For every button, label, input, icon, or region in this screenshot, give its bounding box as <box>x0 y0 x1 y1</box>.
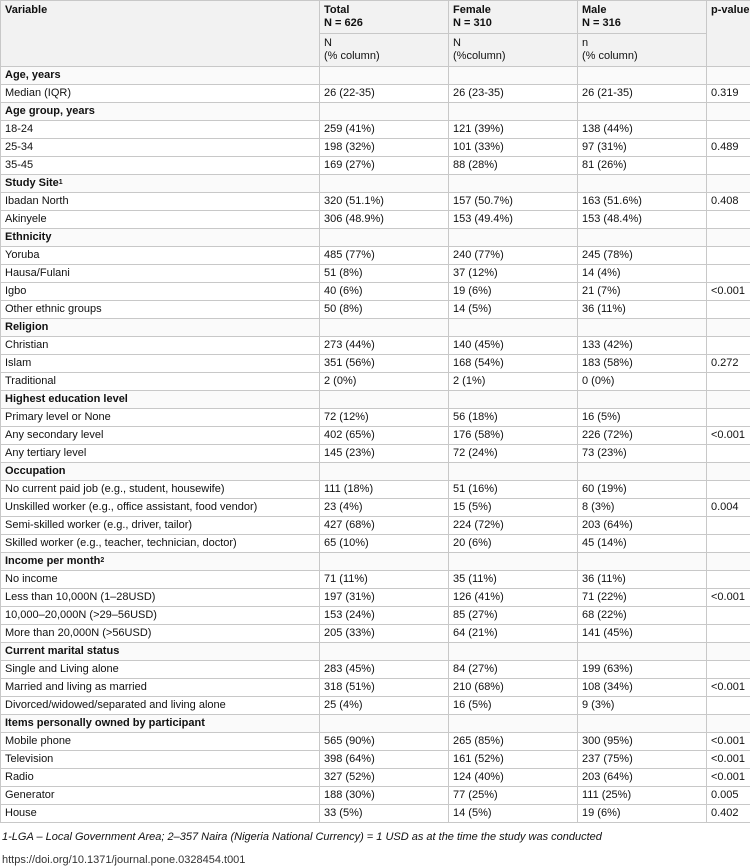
cell-pvalue: <0.001 <box>707 733 750 751</box>
header-total-sub <box>320 34 449 67</box>
header-female-n: N = 310 <box>453 17 492 29</box>
header-male <box>578 1 707 34</box>
cell-female: 124 (40%) <box>449 769 578 787</box>
cell-total: 40 (6%) <box>320 283 449 301</box>
section-row <box>1 175 750 193</box>
table-row <box>1 517 750 535</box>
empty-cell <box>320 715 449 733</box>
cell-variable: Single and Living alone <box>1 661 320 679</box>
cell-total: 188 (30%) <box>320 787 449 805</box>
cell-variable: More than 20,000N (>56USD) <box>1 625 320 643</box>
cell-pvalue <box>707 211 750 229</box>
empty-cell <box>320 175 449 193</box>
section-label <box>1 319 320 337</box>
cell-female: 2 (1%) <box>449 373 578 391</box>
cell-variable: Less than 10,000N (1–28USD) <box>1 589 320 607</box>
section-row <box>1 229 750 247</box>
empty-cell <box>449 715 578 733</box>
section-label <box>1 175 320 193</box>
cell-male: 226 (72%) <box>578 427 707 445</box>
cell-male: 138 (44%) <box>578 121 707 139</box>
cell-male: 73 (23%) <box>578 445 707 463</box>
empty-cell <box>707 391 750 409</box>
empty-cell <box>320 391 449 409</box>
section-row <box>1 553 750 571</box>
cell-female: 64 (21%) <box>449 625 578 643</box>
empty-cell <box>320 67 449 85</box>
table-row <box>1 211 750 229</box>
cell-male: 71 (22%) <box>578 589 707 607</box>
cell-total: 23 (4%) <box>320 499 449 517</box>
table-row <box>1 589 750 607</box>
empty-cell <box>707 553 750 571</box>
section-row <box>1 319 750 337</box>
empty-cell <box>707 175 750 193</box>
cell-female: 85 (27%) <box>449 607 578 625</box>
header-pvalue: p-value <box>707 1 750 67</box>
cell-pvalue: <0.001 <box>707 283 750 301</box>
table-row <box>1 679 750 697</box>
cell-female: 101 (33%) <box>449 139 578 157</box>
cell-female: 15 (5%) <box>449 499 578 517</box>
cell-variable: 35-45 <box>1 157 320 175</box>
table-row <box>1 571 750 589</box>
header-male-n: N = 316 <box>582 17 621 29</box>
cell-female: 35 (11%) <box>449 571 578 589</box>
header-variable: Variable <box>1 1 320 67</box>
empty-cell <box>707 715 750 733</box>
cell-pvalue <box>707 337 750 355</box>
cell-male: 0 (0%) <box>578 373 707 391</box>
section-label-text: Age group, years <box>5 105 95 117</box>
cell-total: 197 (31%) <box>320 589 449 607</box>
cell-total: 65 (10%) <box>320 535 449 553</box>
cell-male: 108 (34%) <box>578 679 707 697</box>
cell-pvalue: 0.489 <box>707 139 750 157</box>
cell-male: 68 (22%) <box>578 607 707 625</box>
table-footnote: 1-LGA – Local Government Area; 2–357 Naira (Nigeria National Currency) = 1 USD as at the time the study was conducted <box>0 823 750 854</box>
header-male-sub <box>578 34 707 67</box>
cell-male: 97 (31%) <box>578 139 707 157</box>
cell-pvalue: <0.001 <box>707 751 750 769</box>
table-row <box>1 481 750 499</box>
cell-variable: Primary level or None <box>1 409 320 427</box>
cell-female: 14 (5%) <box>449 301 578 319</box>
header-male-sub2: (% column) <box>582 50 638 62</box>
section-label-text: Current marital status <box>5 645 119 657</box>
table-row <box>1 625 750 643</box>
cell-variable: 10,000–20,000N (>29–56USD) <box>1 607 320 625</box>
empty-cell <box>578 175 707 193</box>
table-row <box>1 301 750 319</box>
cell-female: 20 (6%) <box>449 535 578 553</box>
section-label <box>1 391 320 409</box>
cell-pvalue <box>707 373 750 391</box>
cell-total: 33 (5%) <box>320 805 449 823</box>
cell-pvalue <box>707 661 750 679</box>
cell-female: 121 (39%) <box>449 121 578 139</box>
cell-total: 259 (41%) <box>320 121 449 139</box>
cell-total: 306 (48.9%) <box>320 211 449 229</box>
table-row <box>1 283 750 301</box>
empty-cell <box>578 553 707 571</box>
cell-pvalue <box>707 625 750 643</box>
section-row <box>1 67 750 85</box>
cell-male: 199 (63%) <box>578 661 707 679</box>
cell-male: 9 (3%) <box>578 697 707 715</box>
cell-pvalue <box>707 409 750 427</box>
table-row <box>1 247 750 265</box>
cell-male: 8 (3%) <box>578 499 707 517</box>
table-row <box>1 409 750 427</box>
empty-cell <box>320 553 449 571</box>
cell-pvalue: 0.319 <box>707 85 750 103</box>
empty-cell <box>578 319 707 337</box>
cell-female: 157 (50.7%) <box>449 193 578 211</box>
cell-female: 265 (85%) <box>449 733 578 751</box>
section-label-text: Items personally owned by participant <box>5 717 205 729</box>
cell-variable: Ibadan North <box>1 193 320 211</box>
table-row <box>1 193 750 211</box>
empty-cell <box>449 175 578 193</box>
section-label-text: Ethnicity <box>5 231 51 243</box>
cell-variable: Any tertiary level <box>1 445 320 463</box>
table-row <box>1 787 750 805</box>
cell-pvalue <box>707 121 750 139</box>
cell-variable: Any secondary level <box>1 427 320 445</box>
cell-male: 26 (21-35) <box>578 85 707 103</box>
cell-variable: Median (IQR) <box>1 85 320 103</box>
header-total <box>320 1 449 34</box>
cell-total: 198 (32%) <box>320 139 449 157</box>
cell-female: 88 (28%) <box>449 157 578 175</box>
cell-male: 21 (7%) <box>578 283 707 301</box>
empty-cell <box>320 103 449 121</box>
section-label <box>1 643 320 661</box>
cell-pvalue <box>707 571 750 589</box>
section-label <box>1 553 320 571</box>
header-total-sub1: N <box>324 37 332 49</box>
section-label <box>1 229 320 247</box>
cell-female: 19 (6%) <box>449 283 578 301</box>
cell-total: 169 (27%) <box>320 157 449 175</box>
cell-male: 16 (5%) <box>578 409 707 427</box>
cell-male: 203 (64%) <box>578 517 707 535</box>
cell-total: 145 (23%) <box>320 445 449 463</box>
cell-female: 224 (72%) <box>449 517 578 535</box>
cell-male: 237 (75%) <box>578 751 707 769</box>
section-label-text: Occupation <box>5 465 66 477</box>
cell-male: 36 (11%) <box>578 301 707 319</box>
header-total-sub2: (% column) <box>324 50 380 62</box>
section-row <box>1 715 750 733</box>
cell-variable: Married and living as married <box>1 679 320 697</box>
cell-variable: Yoruba <box>1 247 320 265</box>
table-row <box>1 355 750 373</box>
cell-variable: Skilled worker (e.g., teacher, technician, doctor) <box>1 535 320 553</box>
empty-cell <box>707 643 750 661</box>
table-row <box>1 121 750 139</box>
cell-variable: Other ethnic groups <box>1 301 320 319</box>
empty-cell <box>449 103 578 121</box>
cell-pvalue <box>707 697 750 715</box>
cell-female: 16 (5%) <box>449 697 578 715</box>
empty-cell <box>320 319 449 337</box>
cell-female: 26 (23-35) <box>449 85 578 103</box>
cell-female: 240 (77%) <box>449 247 578 265</box>
table-row <box>1 499 750 517</box>
table-row <box>1 139 750 157</box>
cell-pvalue: <0.001 <box>707 769 750 787</box>
empty-cell <box>578 391 707 409</box>
cell-variable: Hausa/Fulani <box>1 265 320 283</box>
table-row <box>1 769 750 787</box>
section-label <box>1 715 320 733</box>
cell-variable: Radio <box>1 769 320 787</box>
cell-female: 161 (52%) <box>449 751 578 769</box>
table-row <box>1 157 750 175</box>
cell-total: 398 (64%) <box>320 751 449 769</box>
footnote-marker: 2 <box>100 557 104 564</box>
cell-male: 245 (78%) <box>578 247 707 265</box>
section-label-text: Income per month <box>5 555 100 567</box>
table-row <box>1 373 750 391</box>
cell-female: 77 (25%) <box>449 787 578 805</box>
table-body <box>1 67 750 823</box>
empty-cell <box>449 643 578 661</box>
table-row <box>1 85 750 103</box>
cell-pvalue: <0.001 <box>707 679 750 697</box>
section-row <box>1 463 750 481</box>
table-row <box>1 265 750 283</box>
cell-pvalue <box>707 445 750 463</box>
empty-cell <box>707 67 750 85</box>
cell-variable: Akinyele <box>1 211 320 229</box>
cell-male: 14 (4%) <box>578 265 707 283</box>
cell-total: 51 (8%) <box>320 265 449 283</box>
cell-male: 81 (26%) <box>578 157 707 175</box>
table-row <box>1 337 750 355</box>
cell-variable: Igbo <box>1 283 320 301</box>
section-label-text: Religion <box>5 321 48 333</box>
empty-cell <box>320 229 449 247</box>
cell-female: 168 (54%) <box>449 355 578 373</box>
cell-total: 318 (51%) <box>320 679 449 697</box>
cell-variable: Divorced/widowed/separated and living alone <box>1 697 320 715</box>
cell-variable: Generator <box>1 787 320 805</box>
header-male-sub1: n <box>582 37 588 49</box>
cell-total: 111 (18%) <box>320 481 449 499</box>
empty-cell <box>707 229 750 247</box>
cell-pvalue: 0.272 <box>707 355 750 373</box>
empty-cell <box>320 643 449 661</box>
cell-male: 60 (19%) <box>578 481 707 499</box>
empty-cell <box>707 463 750 481</box>
cell-pvalue: <0.001 <box>707 589 750 607</box>
table-row <box>1 751 750 769</box>
cell-pvalue: 0.005 <box>707 787 750 805</box>
empty-cell <box>320 463 449 481</box>
cell-total: 485 (77%) <box>320 247 449 265</box>
empty-cell <box>449 319 578 337</box>
header-female-label: Female <box>453 4 491 16</box>
table-row <box>1 535 750 553</box>
cell-male: 300 (95%) <box>578 733 707 751</box>
cell-variable: Christian <box>1 337 320 355</box>
cell-variable: No current paid job (e.g., student, housewife) <box>1 481 320 499</box>
header-total-n: N = 626 <box>324 17 363 29</box>
section-label <box>1 103 320 121</box>
cell-total: 2 (0%) <box>320 373 449 391</box>
empty-cell <box>449 67 578 85</box>
empty-cell <box>449 391 578 409</box>
empty-cell <box>578 643 707 661</box>
cell-male: 111 (25%) <box>578 787 707 805</box>
header-female-sub1: N <box>453 37 461 49</box>
cell-total: 427 (68%) <box>320 517 449 535</box>
cell-total: 283 (45%) <box>320 661 449 679</box>
cell-female: 56 (18%) <box>449 409 578 427</box>
cell-female: 140 (45%) <box>449 337 578 355</box>
cell-female: 37 (12%) <box>449 265 578 283</box>
cell-variable: Mobile phone <box>1 733 320 751</box>
cell-total: 72 (12%) <box>320 409 449 427</box>
empty-cell <box>578 229 707 247</box>
cell-total: 26 (22-35) <box>320 85 449 103</box>
cell-total: 50 (8%) <box>320 301 449 319</box>
cell-total: 327 (52%) <box>320 769 449 787</box>
cell-variable: 18-24 <box>1 121 320 139</box>
section-label <box>1 463 320 481</box>
cell-pvalue: 0.408 <box>707 193 750 211</box>
cell-variable: No income <box>1 571 320 589</box>
header-total-label: Total <box>324 4 349 16</box>
cell-total: 153 (24%) <box>320 607 449 625</box>
cell-total: 273 (44%) <box>320 337 449 355</box>
cell-male: 153 (48.4%) <box>578 211 707 229</box>
cell-pvalue <box>707 481 750 499</box>
section-label-text: Highest education level <box>5 393 128 405</box>
footnote-marker: 1 <box>59 179 63 186</box>
empty-cell <box>578 103 707 121</box>
cell-variable: Television <box>1 751 320 769</box>
cell-male: 203 (64%) <box>578 769 707 787</box>
cell-male: 141 (45%) <box>578 625 707 643</box>
cell-female: 176 (58%) <box>449 427 578 445</box>
cell-pvalue: 0.004 <box>707 499 750 517</box>
empty-cell <box>578 67 707 85</box>
cell-pvalue <box>707 157 750 175</box>
cell-male: 36 (11%) <box>578 571 707 589</box>
table-header <box>1 1 750 67</box>
doi-link[interactable]: https://doi.org/10.1371/journal.pone.0328454.t001 <box>0 854 750 866</box>
cell-variable: Semi-skilled worker (e.g., driver, tailor) <box>1 517 320 535</box>
cell-variable: Traditional <box>1 373 320 391</box>
cell-total: 351 (56%) <box>320 355 449 373</box>
empty-cell <box>707 319 750 337</box>
empty-cell <box>449 553 578 571</box>
cell-pvalue <box>707 301 750 319</box>
table-row <box>1 805 750 823</box>
cell-total: 320 (51.1%) <box>320 193 449 211</box>
cell-total: 205 (33%) <box>320 625 449 643</box>
section-row <box>1 103 750 121</box>
cell-pvalue <box>707 535 750 553</box>
header-male-label: Male <box>582 4 606 16</box>
cell-variable: Unskilled worker (e.g., office assistant, food vendor) <box>1 499 320 517</box>
cell-female: 126 (41%) <box>449 589 578 607</box>
cell-female: 72 (24%) <box>449 445 578 463</box>
section-row <box>1 643 750 661</box>
cell-male: 45 (14%) <box>578 535 707 553</box>
cell-pvalue <box>707 517 750 535</box>
cell-female: 51 (16%) <box>449 481 578 499</box>
cell-total: 25 (4%) <box>320 697 449 715</box>
section-label-text: Age, years <box>5 69 61 81</box>
empty-cell <box>449 229 578 247</box>
cell-pvalue <box>707 607 750 625</box>
table-row <box>1 697 750 715</box>
cell-female: 84 (27%) <box>449 661 578 679</box>
table-row <box>1 445 750 463</box>
empty-cell <box>578 715 707 733</box>
cell-pvalue: <0.001 <box>707 427 750 445</box>
cell-male: 133 (42%) <box>578 337 707 355</box>
cell-pvalue <box>707 265 750 283</box>
cell-female: 210 (68%) <box>449 679 578 697</box>
cell-pvalue <box>707 247 750 265</box>
header-female-sub <box>449 34 578 67</box>
cell-variable: 25-34 <box>1 139 320 157</box>
table-row <box>1 733 750 751</box>
cell-total: 565 (90%) <box>320 733 449 751</box>
section-row <box>1 391 750 409</box>
header-female <box>449 1 578 34</box>
cell-total: 71 (11%) <box>320 571 449 589</box>
empty-cell <box>449 463 578 481</box>
cell-pvalue: 0.402 <box>707 805 750 823</box>
table-row <box>1 427 750 445</box>
header-female-sub2: (%column) <box>453 50 506 62</box>
section-label <box>1 67 320 85</box>
empty-cell <box>707 103 750 121</box>
cell-variable: Islam <box>1 355 320 373</box>
cell-male: 19 (6%) <box>578 805 707 823</box>
cell-male: 163 (51.6%) <box>578 193 707 211</box>
cell-female: 153 (49.4%) <box>449 211 578 229</box>
table-row <box>1 661 750 679</box>
section-label-text: Study Site <box>5 177 59 189</box>
empty-cell <box>578 463 707 481</box>
cell-female: 14 (5%) <box>449 805 578 823</box>
cell-variable: House <box>1 805 320 823</box>
cell-total: 402 (65%) <box>320 427 449 445</box>
cell-male: 183 (58%) <box>578 355 707 373</box>
table-row <box>1 607 750 625</box>
